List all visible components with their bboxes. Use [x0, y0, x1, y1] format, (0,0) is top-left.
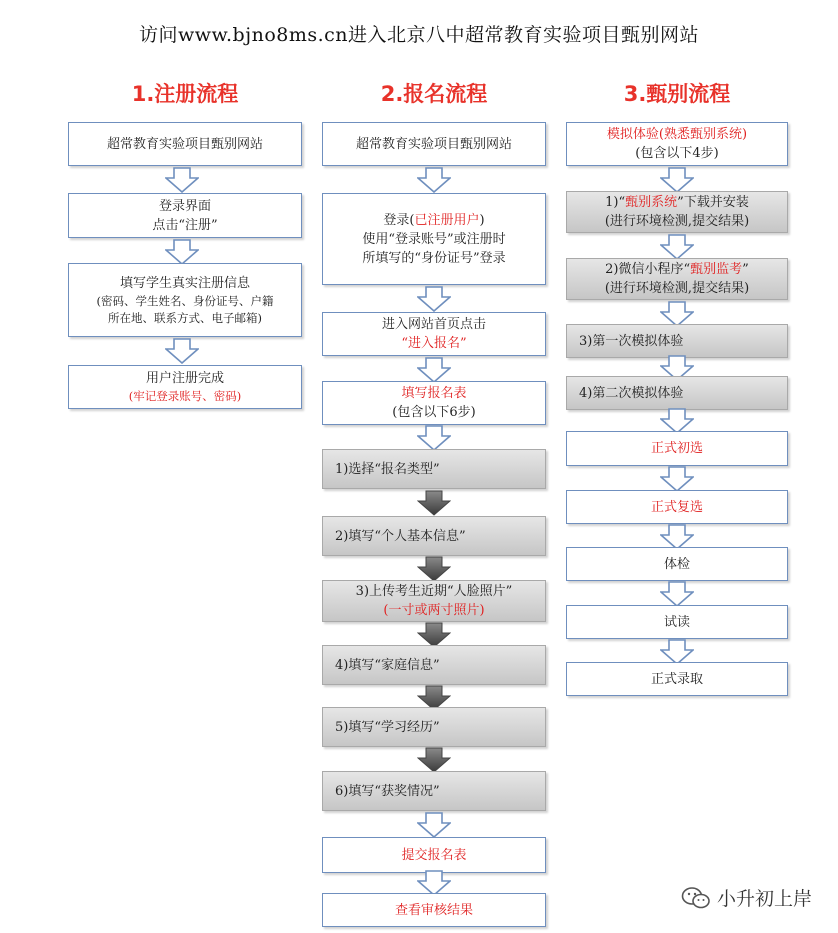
arrow-icon — [660, 167, 694, 193]
col1-register-line2: (密码、学生姓名、身份证号、户籍 — [96, 293, 274, 308]
col3-mock-line2: (包含以下4步) — [635, 146, 719, 161]
col1-login-box — [68, 193, 302, 238]
col2-form-line1: 填写报名表 — [401, 386, 467, 401]
col1-register-info-box — [68, 263, 302, 337]
arrow-down-icon — [417, 747, 451, 773]
col2-review-box — [322, 893, 546, 927]
col1-login-line1: 登录界面 — [158, 198, 211, 214]
col3-step1-line2: (进行环境检测,提交结果) — [604, 214, 750, 229]
wechat-icon — [681, 886, 711, 910]
col3-mock-line1: 模拟体验(熟悉甄别系统) — [606, 127, 748, 142]
arrow-icon — [417, 167, 451, 193]
arrow-icon — [417, 425, 451, 451]
col2-login-prefix: 登录( — [383, 212, 415, 228]
col3-physical-text: 体检 — [663, 556, 690, 572]
col3-step3-box — [566, 324, 788, 358]
col2-form-line2: (包含以下6步) — [392, 405, 476, 420]
col2-login-line1 — [383, 211, 484, 230]
col1-website-text: 超常教育实验项目甄别网站 — [106, 136, 263, 152]
arrow-icon — [660, 234, 694, 260]
col2-enter-line1: 进入网站首页点击 — [381, 317, 486, 332]
col1-register-line3: 所在地、联系方式、电子邮箱) — [108, 310, 262, 325]
col2-review-text: 查看审核结果 — [394, 902, 473, 918]
col3-prelim-box — [566, 431, 788, 466]
col2-step6-box — [322, 771, 546, 811]
watermark-text: 小升初上岸 — [716, 888, 812, 910]
col3-physical-box — [566, 547, 788, 581]
arrow-icon — [165, 167, 199, 193]
arrow-icon — [660, 466, 694, 492]
col1-done-line2: (牢记登录账号、密码) — [128, 389, 242, 403]
arrow-icon — [165, 239, 199, 265]
arrow-icon — [660, 581, 694, 607]
watermark — [681, 884, 812, 911]
col3-step1-suffix: ”下载并安装 — [677, 195, 749, 210]
col2-step5-text: 5)填写“学习经历” — [335, 719, 440, 735]
col3-step2-prefix: 2)微信小程序“ — [605, 262, 691, 277]
col3-admit-box — [566, 662, 788, 696]
col2-form-box — [322, 381, 546, 425]
arrow-icon — [417, 812, 451, 838]
col3-step4-box — [566, 376, 788, 410]
col3-step3-text: 3)第一次模拟体验 — [579, 333, 684, 349]
col2-submit-box — [322, 837, 546, 873]
col3-admit-text: 正式录取 — [650, 671, 703, 687]
col2-step3-box — [322, 580, 546, 622]
col2-step1-text: 1)选择“报名类型” — [335, 461, 440, 477]
col2-heading: 2.报名流程 — [380, 82, 488, 106]
col3-step2-line1 — [605, 260, 749, 279]
col1-heading: 1.注册流程 — [131, 82, 239, 106]
col3-step4-text: 4)第二次模拟体验 — [579, 385, 684, 401]
col3-heading: 3.甄别流程 — [623, 82, 731, 106]
col2-step5-box — [322, 707, 546, 747]
page-title: 访问www.bjno8ms.cn进入北京八中超常教育实验项目甄别网站 — [138, 24, 700, 46]
col2-step3-line1: 3)上传考生近期“人脸照片” — [355, 584, 513, 599]
col2-login-suffix: ) — [479, 212, 485, 228]
col3-step2-line2: (进行环境检测,提交结果) — [604, 281, 750, 296]
col2-step3-line2: (一寸或两寸照片) — [383, 603, 485, 618]
col3-final-text: 正式复选 — [650, 499, 703, 515]
col2-website-box — [322, 122, 546, 166]
col2-enter-box — [322, 312, 546, 356]
col3-mock-box — [566, 122, 788, 166]
col3-final-box — [566, 490, 788, 524]
col1-register-done-box — [68, 365, 302, 409]
col3-step2-box — [566, 258, 788, 300]
col2-step2-box — [322, 516, 546, 556]
col2-login-registered: 已注册用户 — [414, 212, 480, 228]
col2-enter-line2: “进入报名” — [401, 336, 467, 351]
col2-login-line3: 所填写的“身份证号”登录 — [362, 250, 506, 266]
col2-login-line2: 使用“登录账号”或注册时 — [362, 231, 506, 247]
col1-website-box — [68, 122, 302, 166]
col1-register-line1: 填写学生真实注册信息 — [119, 275, 250, 291]
arrow-icon — [165, 338, 199, 364]
col2-website-text: 超常教育实验项目甄别网站 — [355, 136, 512, 152]
col3-prelim-text: 正式初选 — [650, 441, 703, 456]
col2-step2-text: 2)填写“个人基本信息” — [335, 528, 466, 544]
arrow-icon — [417, 286, 451, 312]
arrow-down-icon — [417, 490, 451, 516]
col3-step1-box — [566, 191, 788, 233]
col2-step4-box — [322, 645, 546, 685]
arrow-down-icon — [417, 556, 451, 582]
col3-trial-text: 试读 — [663, 614, 690, 630]
col1-done-line1: 用户注册完成 — [145, 371, 224, 386]
col3-step1-line1 — [605, 193, 749, 212]
col3-step1-system: 甄别系统 — [625, 195, 678, 210]
arrow-icon — [417, 357, 451, 383]
col3-step2-suffix: ” — [742, 262, 749, 277]
col2-step1-box — [322, 449, 546, 489]
col3-step2-monitor: 甄别监考 — [690, 262, 743, 277]
col2-submit-text: 提交报名表 — [401, 847, 467, 863]
col1-login-line2: 点击“注册” — [152, 217, 218, 233]
col2-step4-text: 4)填写“家庭信息” — [335, 657, 440, 673]
col3-step1-prefix: 1)“ — [605, 195, 626, 210]
col3-trial-box — [566, 605, 788, 639]
col2-login-box — [322, 193, 546, 285]
col2-step6-text: 6)填写“获奖情况” — [335, 783, 440, 799]
